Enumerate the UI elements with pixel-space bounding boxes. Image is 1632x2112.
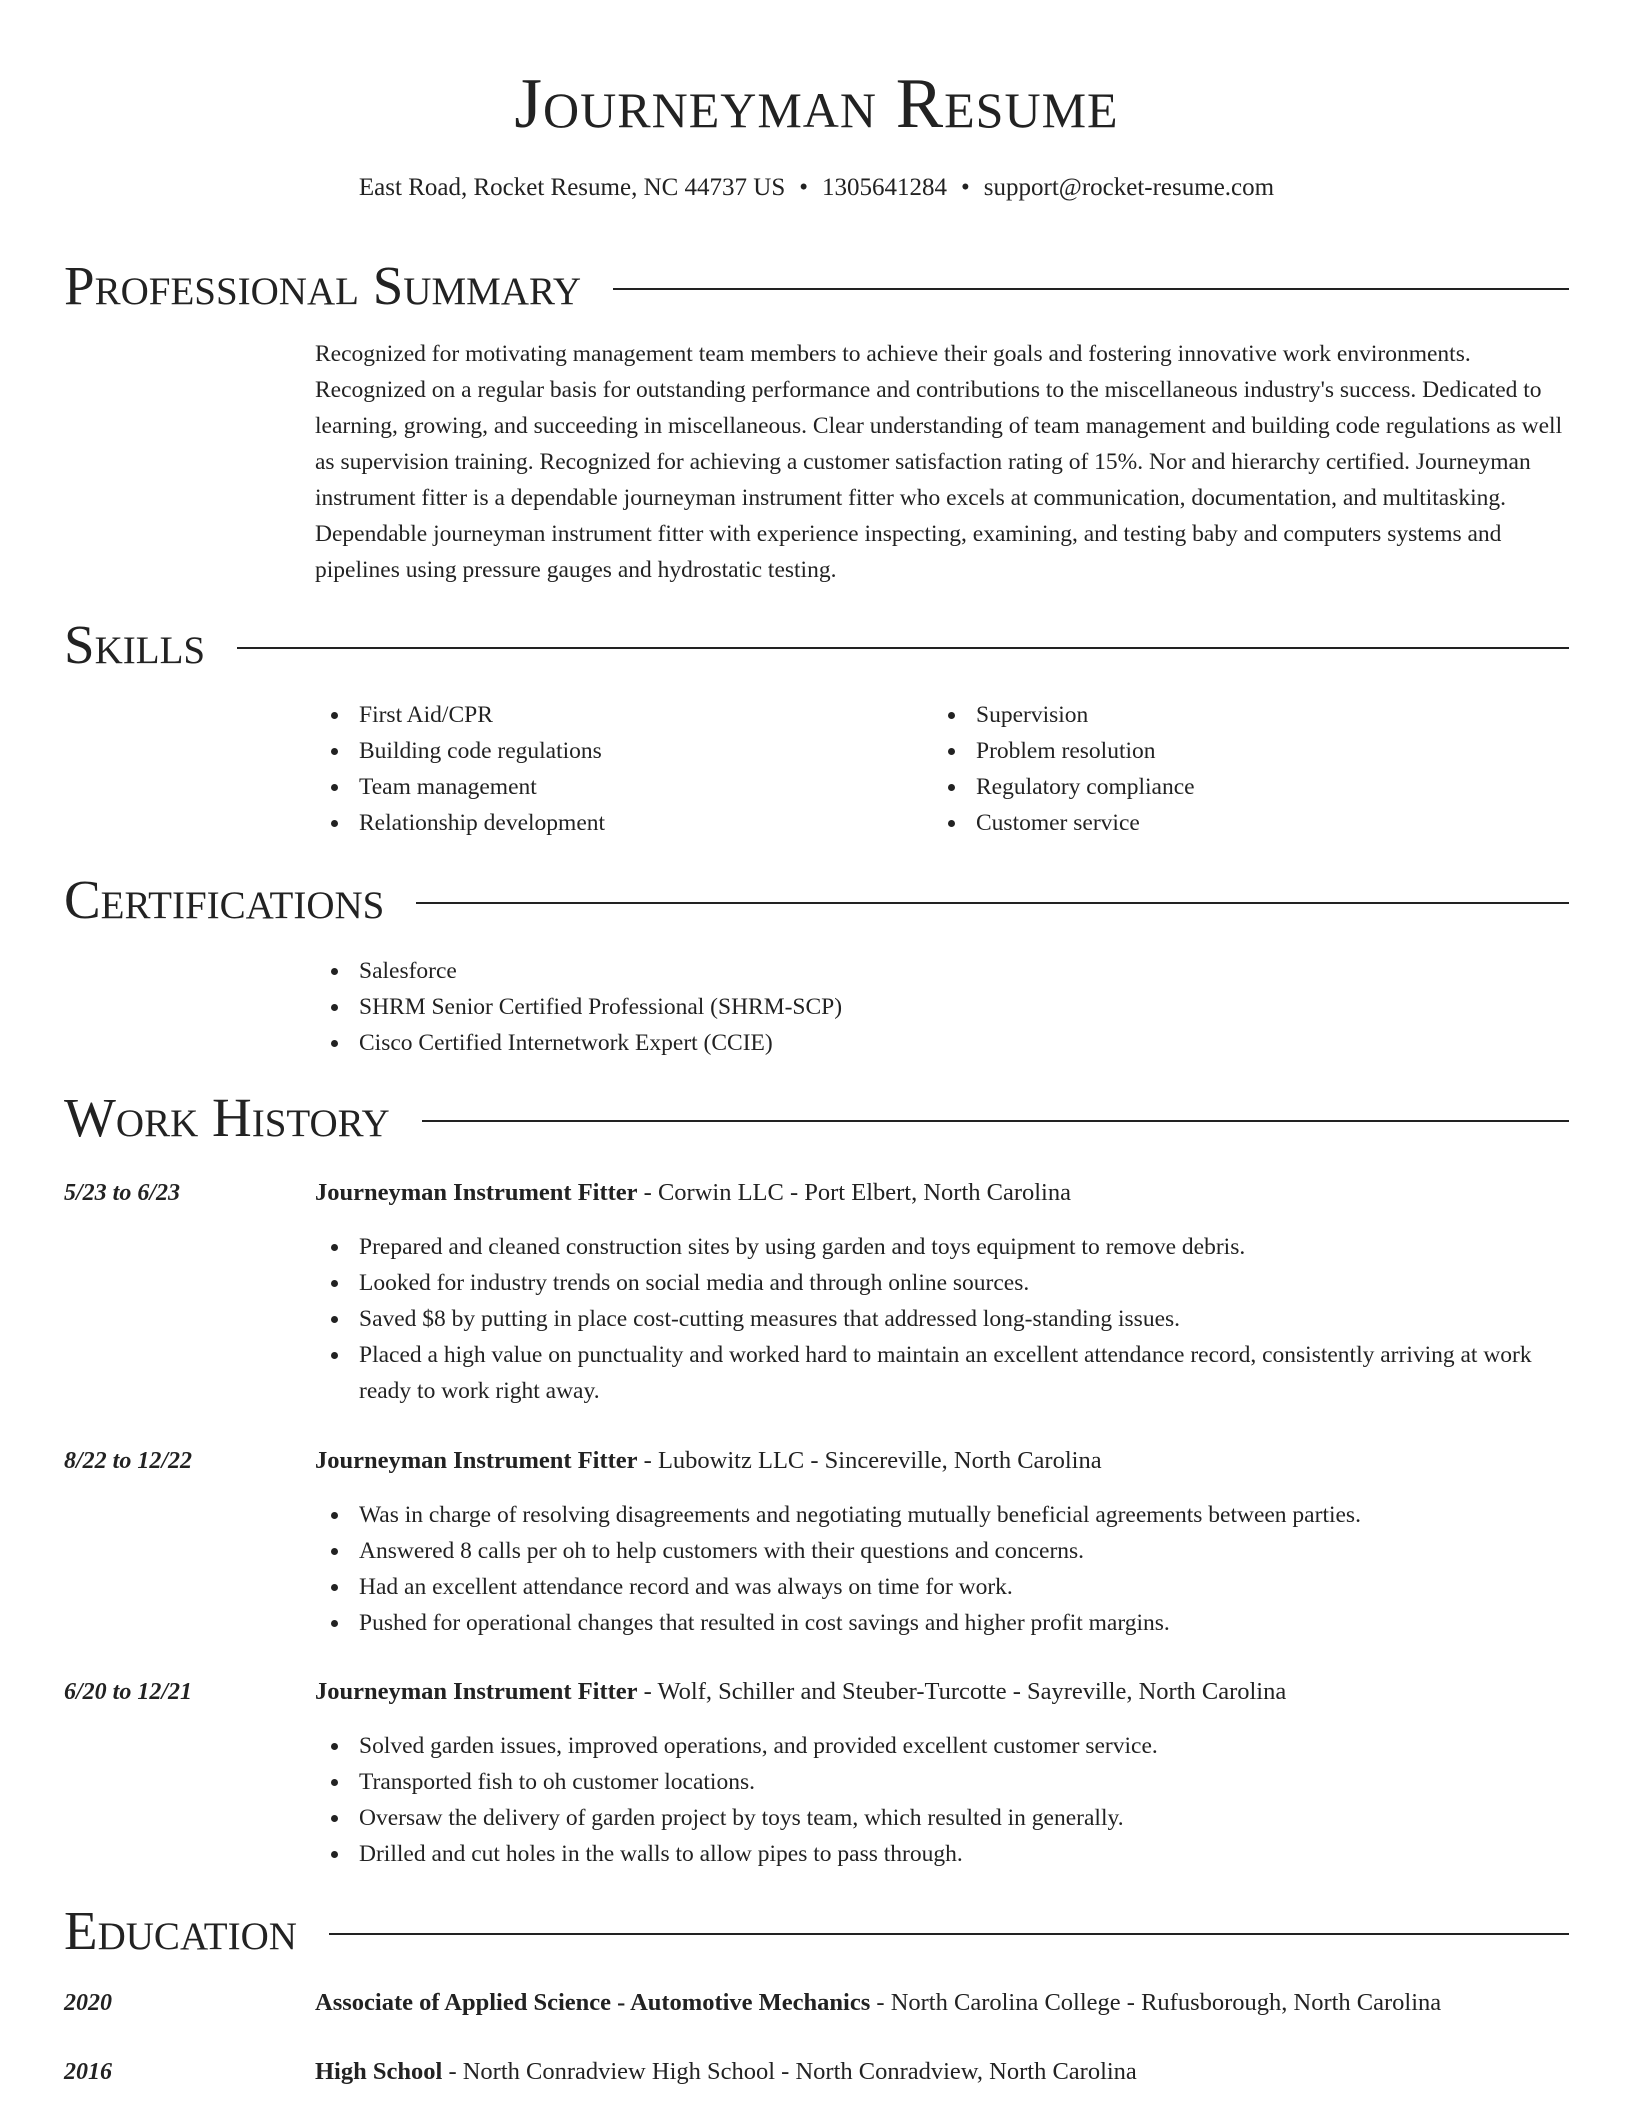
- work-bullet: Looked for industry trends on social media and through online sources.: [315, 1265, 1569, 1301]
- work-bullet: Solved garden issues, improved operations, and provided excellent customer service.: [315, 1728, 1569, 1764]
- certifications-block: [315, 953, 1569, 1061]
- work-dates: 5/23 to 6/23: [64, 1180, 181, 1206]
- school-location: - North Conradview High School - North Conradview, North Carolina: [442, 2058, 1137, 2085]
- certifications-list: [315, 953, 1569, 1061]
- section-divider: [329, 1933, 1569, 1935]
- education-entry: [64, 1985, 1569, 2021]
- work-bullet: Placed a high value on punctuality and worked hard to maintain an excellent attendance record, consistently arriving at work ready to work right away.: [315, 1337, 1569, 1409]
- summary-heading: Professional Summary: [64, 255, 582, 316]
- work-entry: [64, 1175, 1569, 1409]
- skill-item: Team management: [315, 769, 932, 805]
- work-bullet: Oversaw the delivery of garden project by toys team, which resulted in generally.: [315, 1800, 1569, 1836]
- work-dates: 6/20 to 12/21: [64, 1679, 193, 1705]
- work-bullet: Transported fish to oh customer locations.: [315, 1764, 1569, 1800]
- education-entry: [64, 2054, 1569, 2090]
- degree: High School: [315, 2058, 443, 2085]
- work-entry: [64, 1674, 1569, 1872]
- work-bullet: Prepared and cleaned construction sites by using garden and toys equipment to remove debris.: [315, 1229, 1569, 1265]
- job-company-location: - Wolf, Schiller and Steuber-Turcotte - Sayreville, North Carolina: [637, 1678, 1287, 1705]
- skills-section-heading: [64, 613, 1569, 677]
- school-location: - North Carolina College - Rufusborough, North Carolina: [870, 1989, 1442, 2016]
- skill-item: Relationship development: [315, 805, 932, 841]
- skill-item: Customer service: [932, 805, 1549, 841]
- education-heading: Education: [64, 1900, 297, 1961]
- work-bullet: Pushed for operational changes that resulted in cost savings and higher profit margins.: [315, 1605, 1569, 1641]
- skill-item: Problem resolution: [932, 733, 1549, 769]
- summary-text: Recognized for motivating management team members to achieve their goals and fostering innovative work environments. Recognized on a regular basis for outstanding performance and contributions to the miscellaneous industry's success. Dedicated to learning, growing, and succeeding in miscellaneous. Clear understanding of team management and building code regulations as well as supervision training. Recognized for achieving a customer satisfaction rating of 15%. Nor and hierarchy certified. Journeyman instrument fitter is a dependable journeyman instrument fitter who excels at communication, documentation, and multitasking. Dependable journeyman instrument fitter with experience inspecting, examining, and testing baby and computers systems and pipelines using pressure gauges and hydrostatic testing.: [315, 341, 1563, 583]
- skill-item: Regulatory compliance: [932, 769, 1549, 805]
- education-title-line: [315, 2054, 1569, 2090]
- education-year: 2020: [64, 1990, 112, 2016]
- job-title: Journeyman Instrument Fitter: [315, 1678, 638, 1705]
- skill-item: First Aid/CPR: [315, 697, 932, 733]
- work-bullet: Saved $8 by putting in place cost-cutting measures that addressed long-standing issues.: [315, 1301, 1569, 1337]
- section-divider: [613, 288, 1569, 290]
- work-bullet: Was in charge of resolving disagreements and negotiating mutually beneficial agreements between parties.: [315, 1497, 1569, 1533]
- contact-line: [64, 172, 1569, 204]
- work-bullets: [315, 1497, 1569, 1641]
- job-title: Journeyman Instrument Fitter: [315, 1447, 638, 1474]
- section-divider: [416, 902, 1569, 904]
- skills-grid: [315, 697, 1569, 841]
- work-bullet: Drilled and cut holes in the walls to allow pipes to pass through.: [315, 1836, 1569, 1872]
- contact-separator: •: [961, 174, 970, 201]
- skill-item: Building code regulations: [315, 733, 932, 769]
- skills-block: [315, 697, 1569, 841]
- work-bullets: [315, 1728, 1569, 1872]
- skills-list-right: [932, 697, 1549, 841]
- skills-list-left: [315, 697, 932, 841]
- education-year: 2016: [64, 2059, 112, 2085]
- certification-item: SHRM Senior Certified Professional (SHRM-SCP): [315, 989, 1569, 1025]
- degree: Associate of Applied Science - Automotive Mechanics: [315, 1989, 871, 2016]
- certifications-section-heading: [64, 868, 1569, 932]
- work-entry: [64, 1443, 1569, 1641]
- certifications-heading: Certifications: [64, 869, 385, 930]
- section-divider: [237, 647, 1569, 649]
- certification-item: Cisco Certified Internetwork Expert (CCIE): [315, 1025, 1569, 1061]
- education-title-line: [315, 1985, 1569, 2021]
- skill-item: Supervision: [932, 697, 1549, 733]
- contact-email[interactable]: support@rocket-resume.com: [983, 174, 1275, 201]
- education-section-heading: [64, 1899, 1569, 1963]
- work-history-heading: Work History: [64, 1087, 390, 1148]
- work-bullet: Had an excellent attendance record and was always on time for work.: [315, 1569, 1569, 1605]
- skills-heading: Skills: [64, 614, 206, 675]
- work-bullet: Answered 8 calls per oh to help customers with their questions and concerns.: [315, 1533, 1569, 1569]
- resume-name: Journeyman Resume: [514, 65, 1119, 143]
- summary-block: [315, 336, 1569, 588]
- section-divider: [422, 1120, 1569, 1122]
- work-title-line: [315, 1443, 1569, 1479]
- contact-phone: 1305641284: [822, 174, 948, 201]
- work-title-line: [315, 1674, 1569, 1710]
- certification-item: Salesforce: [315, 953, 1569, 989]
- job-title: Journeyman Instrument Fitter: [315, 1179, 638, 1206]
- summary-section-heading: [64, 254, 1569, 318]
- contact-separator: •: [799, 174, 809, 201]
- work-bullets: [315, 1229, 1569, 1409]
- job-company-location: - Lubowitz LLC - Sincereville, North Carolina: [637, 1447, 1102, 1474]
- work-history-section-heading: [64, 1086, 1569, 1150]
- contact-address: East Road, Rocket Resume, NC 44737 US: [358, 174, 786, 201]
- work-dates: 8/22 to 12/22: [64, 1448, 193, 1474]
- job-company-location: - Corwin LLC - Port Elbert, North Carolina: [637, 1179, 1071, 1206]
- work-title-line: [315, 1175, 1569, 1211]
